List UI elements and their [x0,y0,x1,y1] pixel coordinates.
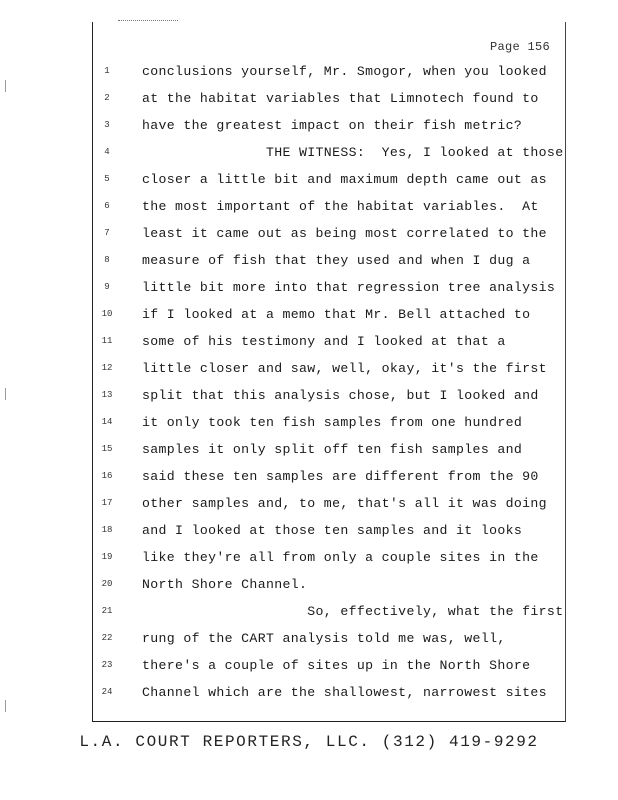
transcript-line [0,409,618,436]
line-number: 22 [101,633,113,643]
line-number: 14 [101,417,113,427]
transcript-line [0,301,618,328]
transcript-line [0,85,618,112]
line-number: 4 [104,147,110,157]
line-text: there's a couple of sites up in the North Shore [142,658,531,673]
line-text: closer a little bit and maximum depth came out as [142,172,547,187]
line-number: 23 [101,660,113,670]
line-text: like they're all from only a couple sites in the [142,550,539,565]
line-text: least it came out as being most correlated to the [142,226,547,241]
reporter-footer: L.A. COURT REPORTERS, LLC. (312) 419-9292 [79,733,539,751]
transcript-line [0,571,618,598]
transcript-line [0,58,618,85]
transcript-line [0,166,618,193]
line-text: North Shore Channel. [142,577,308,592]
line-text: it only took ten fish samples from one hundred [142,415,523,430]
line-number: 5 [104,174,110,184]
transcript-line [0,382,618,409]
line-number: 13 [101,390,113,400]
line-text: split that this analysis chose, but I looked and [142,388,539,403]
line-text: little bit more into that regression tree analysis [142,280,556,295]
line-number: 2 [104,93,110,103]
line-number: 21 [101,606,113,616]
line-text: and I looked at those ten samples and it looks [142,523,523,538]
transcript-line [0,517,618,544]
line-text: rung of the CART analysis told me was, well, [142,631,506,646]
line-number: 24 [101,687,113,697]
transcript-line [0,625,618,652]
transcript-line [0,247,618,274]
transcript-line [0,193,618,220]
line-text: said these ten samples are different from the 90 [142,469,539,484]
transcript-line [0,544,618,571]
line-number: 3 [104,120,110,130]
line-text: have the greatest impact on their fish metric? [142,118,523,133]
line-text: conclusions yourself, Mr. Smogor, when you looked [142,64,547,79]
line-number: 20 [101,579,113,589]
transcript-line [0,436,618,463]
transcript-line [0,220,618,247]
line-number: 6 [104,201,110,211]
line-number: 10 [101,309,113,319]
transcript-line [0,355,618,382]
line-number: 8 [104,255,110,265]
line-number: 12 [101,363,113,373]
transcript-line [0,679,618,706]
line-number: 1 [104,66,110,76]
line-text: little closer and saw, well, okay, it's the first [142,361,547,376]
transcript-line [0,652,618,679]
line-text: Channel which are the shallowest, narrowest sites [142,685,547,700]
transcript-line [0,328,618,355]
line-text: So, effectively, what the first [142,604,564,619]
transcript-line [0,112,618,139]
line-text: samples it only split off ten fish samples and [142,442,523,457]
line-text: THE WITNESS: Yes, I looked at those [142,145,564,160]
transcript-body [0,58,618,706]
line-number: 7 [104,228,110,238]
line-number: 15 [101,444,113,454]
line-number: 17 [101,498,113,508]
line-text: some of his testimony and I looked at that a [142,334,506,349]
line-text: if I looked at a memo that Mr. Bell attached to [142,307,531,322]
transcript-line [0,274,618,301]
transcript-line [0,463,618,490]
line-text: at the habitat variables that Limnotech found to [142,91,539,106]
line-number: 18 [101,525,113,535]
line-text: measure of fish that they used and when I dug a [142,253,531,268]
line-number: 16 [101,471,113,481]
transcript-line [0,139,618,166]
line-number: 19 [101,552,113,562]
transcript-line [0,490,618,517]
line-number: 11 [101,336,113,346]
line-number: 9 [104,282,110,292]
line-text: other samples and, to me, that's all it was doing [142,496,547,511]
page-number: Page 156 [489,40,550,54]
line-text: the most important of the habitat variables. At [142,199,539,214]
transcript-line [0,598,618,625]
